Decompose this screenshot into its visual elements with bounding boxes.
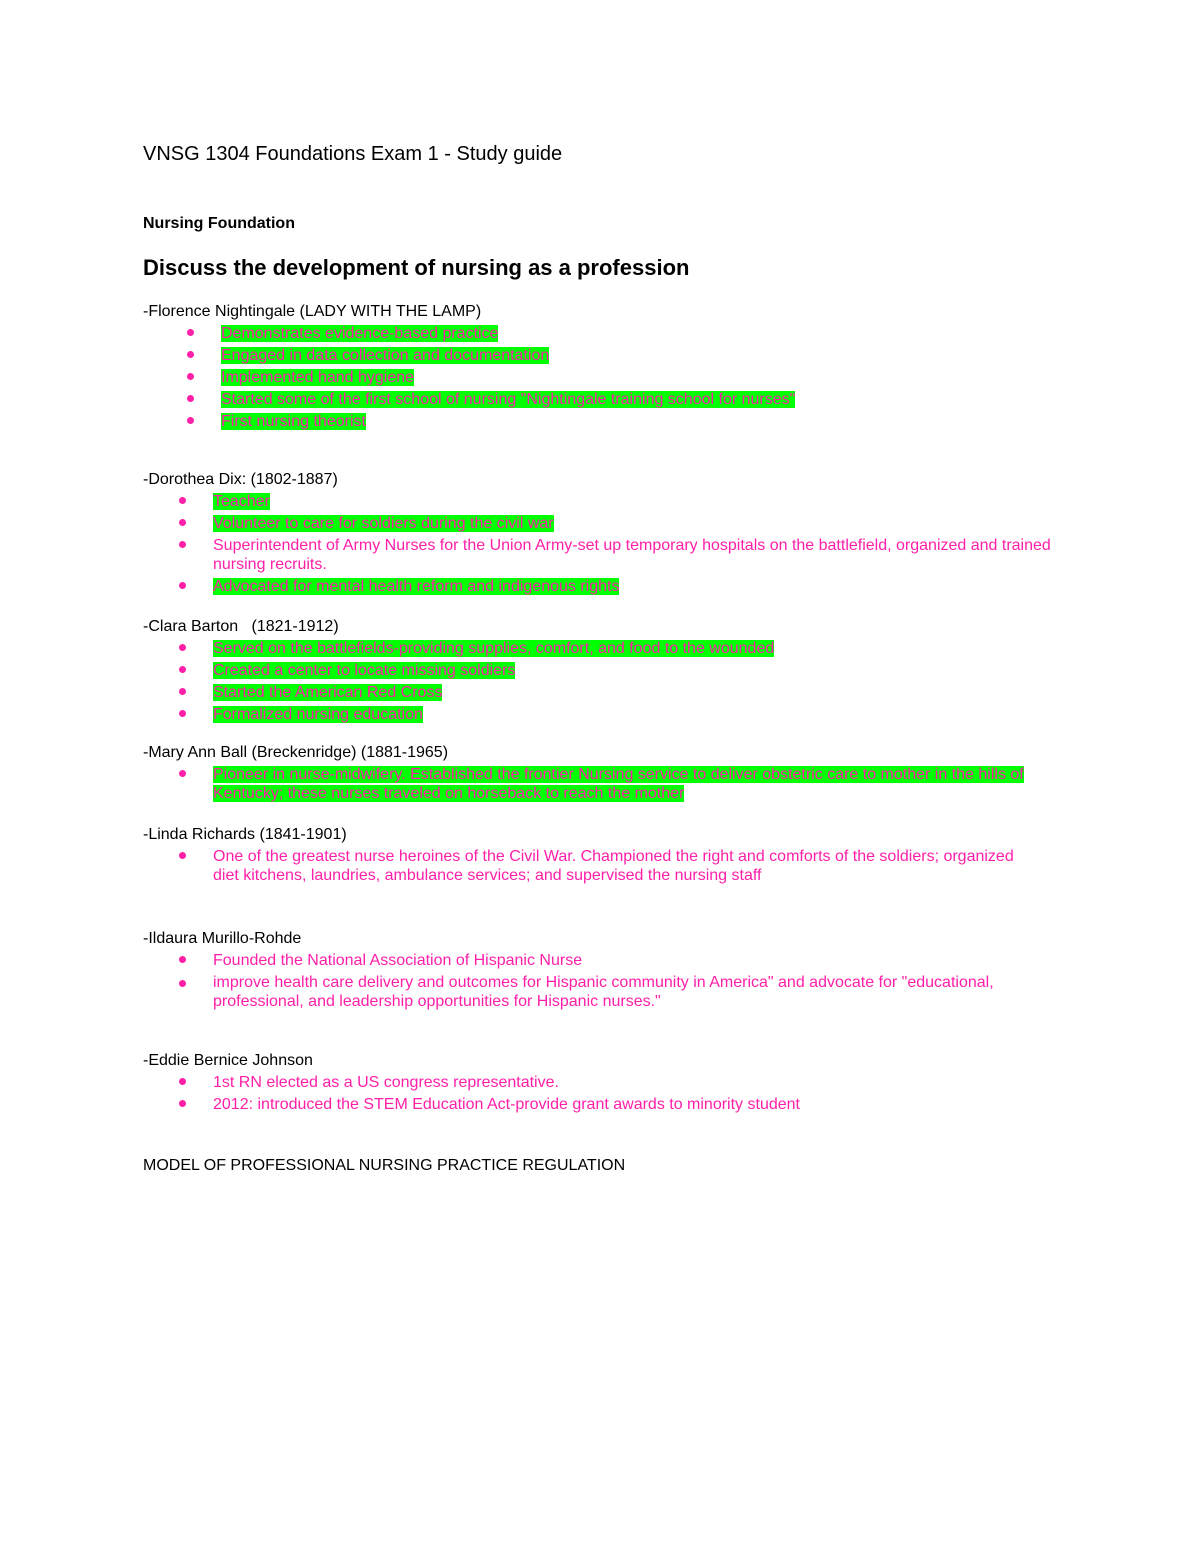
list-item: improve health care delivery and outcomes for Hispanic community in America" and advocate for "educational, professional, and leadership opportunities for Hispanic nurses." [143,973,1058,1011]
section-name: -Ildaura Murillo-Rohde [143,930,302,947]
list-item: Served on the battlefields-providing supplies, comfort, and food to the wounded [143,639,774,658]
bullet-icon [179,644,186,651]
bullet-icon [179,666,186,673]
list-item: Started some of the first school of nursing "Nightingale training school for nurses" [143,390,795,409]
bullet-list [143,324,795,431]
list-item: Implemented hand hygiene [143,368,795,387]
list-item: Engaged in data collection and documentation [143,346,795,365]
bullet-icon [187,329,194,336]
section-eddie-bernice-johnson [143,1051,800,1117]
bullet-list [143,951,1058,1011]
section-ildaura-murillo-rohde [143,929,1058,1014]
bullet-list [143,1073,800,1114]
document-title: VNSG 1304 Foundations Exam 1 - Study guide [143,143,563,165]
list-item: Started the American Red Cross [143,683,774,702]
list-item: First nursing theorist [143,412,795,431]
bullet-list [143,639,774,724]
topic-heading: Discuss the development of nursing as a profession [143,255,690,280]
bullet-icon [179,710,186,717]
section-name: -Mary Ann Ball (Breckenridge) (1881-1965) [143,744,449,761]
list-item: Advocated for mental health reform and indigenous rights [143,577,1053,596]
bullet-icon [179,519,186,526]
bullet-icon [187,351,194,358]
section-clara-barton [143,617,774,727]
bullet-list [143,492,1053,596]
bullet-icon [187,395,194,402]
list-item: Formalized nursing education [143,705,774,724]
bullet-icon [179,1078,186,1085]
list-item: Demonstrates evidence-based practice [143,324,795,343]
bullet-icon [179,1100,186,1107]
bullet-icon [179,541,186,548]
list-item: One of the greatest nurse heroines of the Civil War. Championed the right and comforts of the soldiers; organized diet kitchens, laundries, ambulance services; and supervised the nursing staff [143,847,1033,885]
section-name: -Eddie Bernice Johnson [143,1052,313,1069]
bullet-icon [179,582,186,589]
section-heading: Nursing Foundation [143,215,295,232]
list-item: 1st RN elected as a US congress representative. [143,1073,800,1092]
bullet-list [143,765,1057,803]
bullet-icon [187,417,194,424]
bullet-icon [179,688,186,695]
section-name: -Dorothea Dix: (1802-1887) [143,471,338,488]
section-dorothea-dix [143,470,1053,599]
bullet-icon [179,852,186,859]
list-item: Created a center to locate missing soldiers [143,661,774,680]
list-item: Volunteer to care for soldiers during the civil war [143,514,1053,533]
bullet-icon [179,770,186,777]
section-name: -Clara Barton (1821-1912) [143,618,339,635]
list-item: Pioneer in nurse-midwifery. Established the frontier Nursing service to deliver obstetric care to mother in the hills of Kentucky; these nurses traveled on horseback to reach the mother [143,765,1057,803]
section-mary-ann-ball [143,743,1057,806]
section-linda-richards [143,825,1033,888]
list-item: Superintendent of Army Nurses for the Union Army-set up temporary hospitals on the battlefield, organized and trained nursing recruits. [143,536,1053,574]
bullet-list [143,847,1033,885]
footer-heading: MODEL OF PROFESSIONAL NURSING PRACTICE REGULATION [143,1157,626,1174]
list-item: Founded the National Association of Hispanic Nurse [143,951,1058,970]
bullet-icon [187,373,194,380]
bullet-icon [179,956,186,963]
section-name: -Linda Richards (1841-1901) [143,826,347,843]
list-item: Teacher [143,492,1053,511]
section-name: -Florence Nightingale (LADY WITH THE LAMP) [143,303,482,320]
bullet-icon [179,497,186,504]
list-item: 2012: introduced the STEM Education Act-provide grant awards to minority student [143,1095,800,1114]
bullet-icon [179,980,186,987]
section-florence-nightingale [143,302,795,434]
